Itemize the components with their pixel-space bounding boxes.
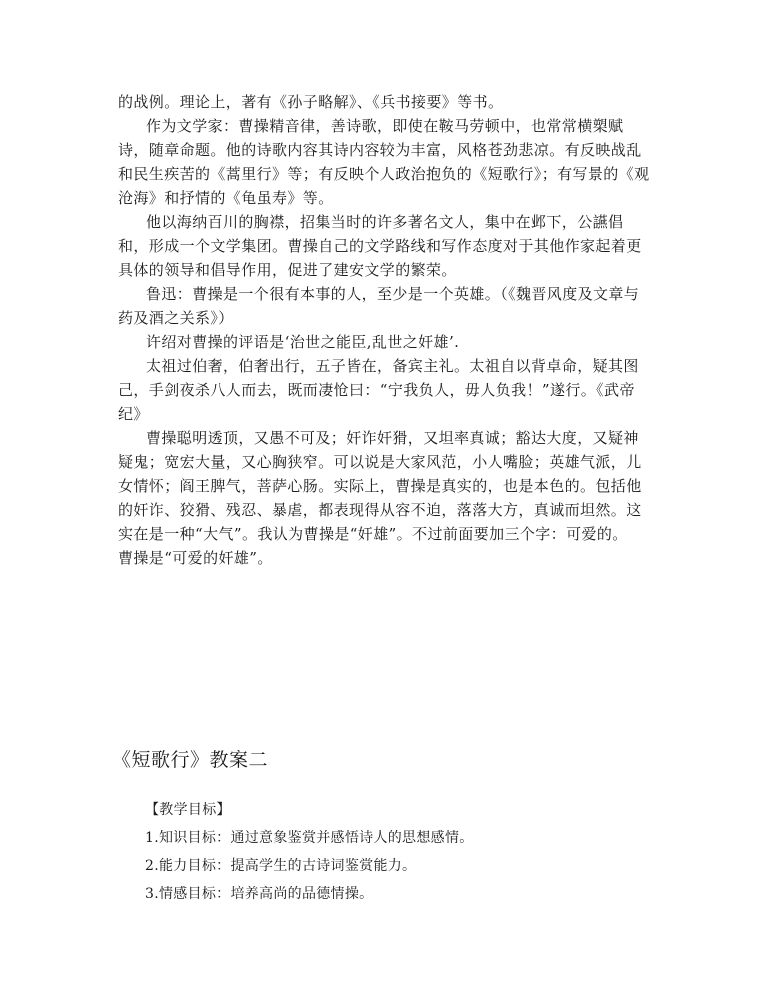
paragraph-line: 曹操聪明透顶，又愚不可及；奸诈奸猾，又坦率真诚；豁达大度，又疑神 bbox=[146, 429, 639, 447]
paragraph-line: 疑鬼；宽宏大量，又心胸狭窄。可以说是大家风范，小人嘴脸；英雄气派，儿 bbox=[118, 453, 642, 471]
paragraph-line: 诗，随章命题。他的诗歌内容其诗内容较为丰富，风格苍劲悲凉。有反映战乱 bbox=[118, 141, 642, 159]
objective-item: 3.情感目标：培养高尚的品德情操。 bbox=[145, 886, 374, 902]
paragraph-line: 纪》 bbox=[118, 405, 149, 423]
paragraph-line: 药及酒之关系》） bbox=[118, 309, 234, 327]
paragraph-line: 太祖过伯奢，伯奢出行，五子皆在，备宾主礼。太祖自以背卓命，疑其图 bbox=[146, 357, 639, 375]
objective-item: 1.知识目标：通过意象鉴赏并感悟诗人的思想感情。 bbox=[145, 830, 474, 846]
paragraph-line: 曹操是“可爱的奸雄”。 bbox=[118, 549, 273, 567]
paragraph-line: 沧海》和抒情的《龟虽寿》等。 bbox=[118, 189, 334, 207]
body-text bbox=[118, 90, 658, 570]
paragraph-line: 和，形成一个文学集团。曹操自己的文学路线和写作态度对于其他作家起着更 bbox=[118, 237, 642, 255]
paragraph-line: 己，手剑夜杀八人而去，既而凄怆曰：“宁我负人，毋人负我！”遂行。《武帝 bbox=[118, 381, 635, 399]
paragraph-line: 作为文学家：曹操精音律，善诗歌，即使在鞍马劳顿中，也常常横槊赋 bbox=[146, 117, 624, 135]
paragraph-line: 实在是一种“大气”。我认为曹操是“奸雄”。不过前面要加三个字：可爱的。 bbox=[118, 525, 628, 543]
paragraph-line: 具体的领导和倡导作用，促进了建安文学的繁荣。 bbox=[118, 261, 457, 279]
paragraph-line: 的战例。理论上，著有《孙子略解》、《兵书接要》等书。 bbox=[118, 93, 504, 111]
lesson-title: 《短歌行》教案二 bbox=[112, 749, 269, 771]
paragraph-line: 鲁迅：曹操是一个很有本事的人，至少是一个英雄。（《魏晋风度及文章与 bbox=[146, 285, 640, 303]
paragraph-line: 的奸诈、狡猾、残忍、暴虐，都表现得从容不迫，落落大方，真诚而坦然。这 bbox=[118, 501, 642, 519]
paragraph-line: 他以海纳百川的胸襟，招集当时的许多著名文人，集中在邺下，公讌倡 bbox=[146, 213, 624, 231]
objectives-header: 【教学目标】 bbox=[145, 802, 231, 818]
objectives-section bbox=[145, 796, 474, 908]
objective-item: 2.能力目标：提高学生的古诗词鉴赏能力。 bbox=[145, 858, 417, 874]
paragraph-line: 许绍对曹操的评语是‘治世之能臣,乱世之奸雄’. bbox=[146, 333, 460, 351]
paragraph-line: 女情怀；阎王脾气，菩萨心肠。实际上，曹操是真实的，也是本色的。包括他 bbox=[118, 477, 642, 495]
paragraph-line: 和民生疾苦的《蒿里行》等；有反映个人政治抱负的《短歌行》；有写景的《观 bbox=[118, 165, 650, 183]
